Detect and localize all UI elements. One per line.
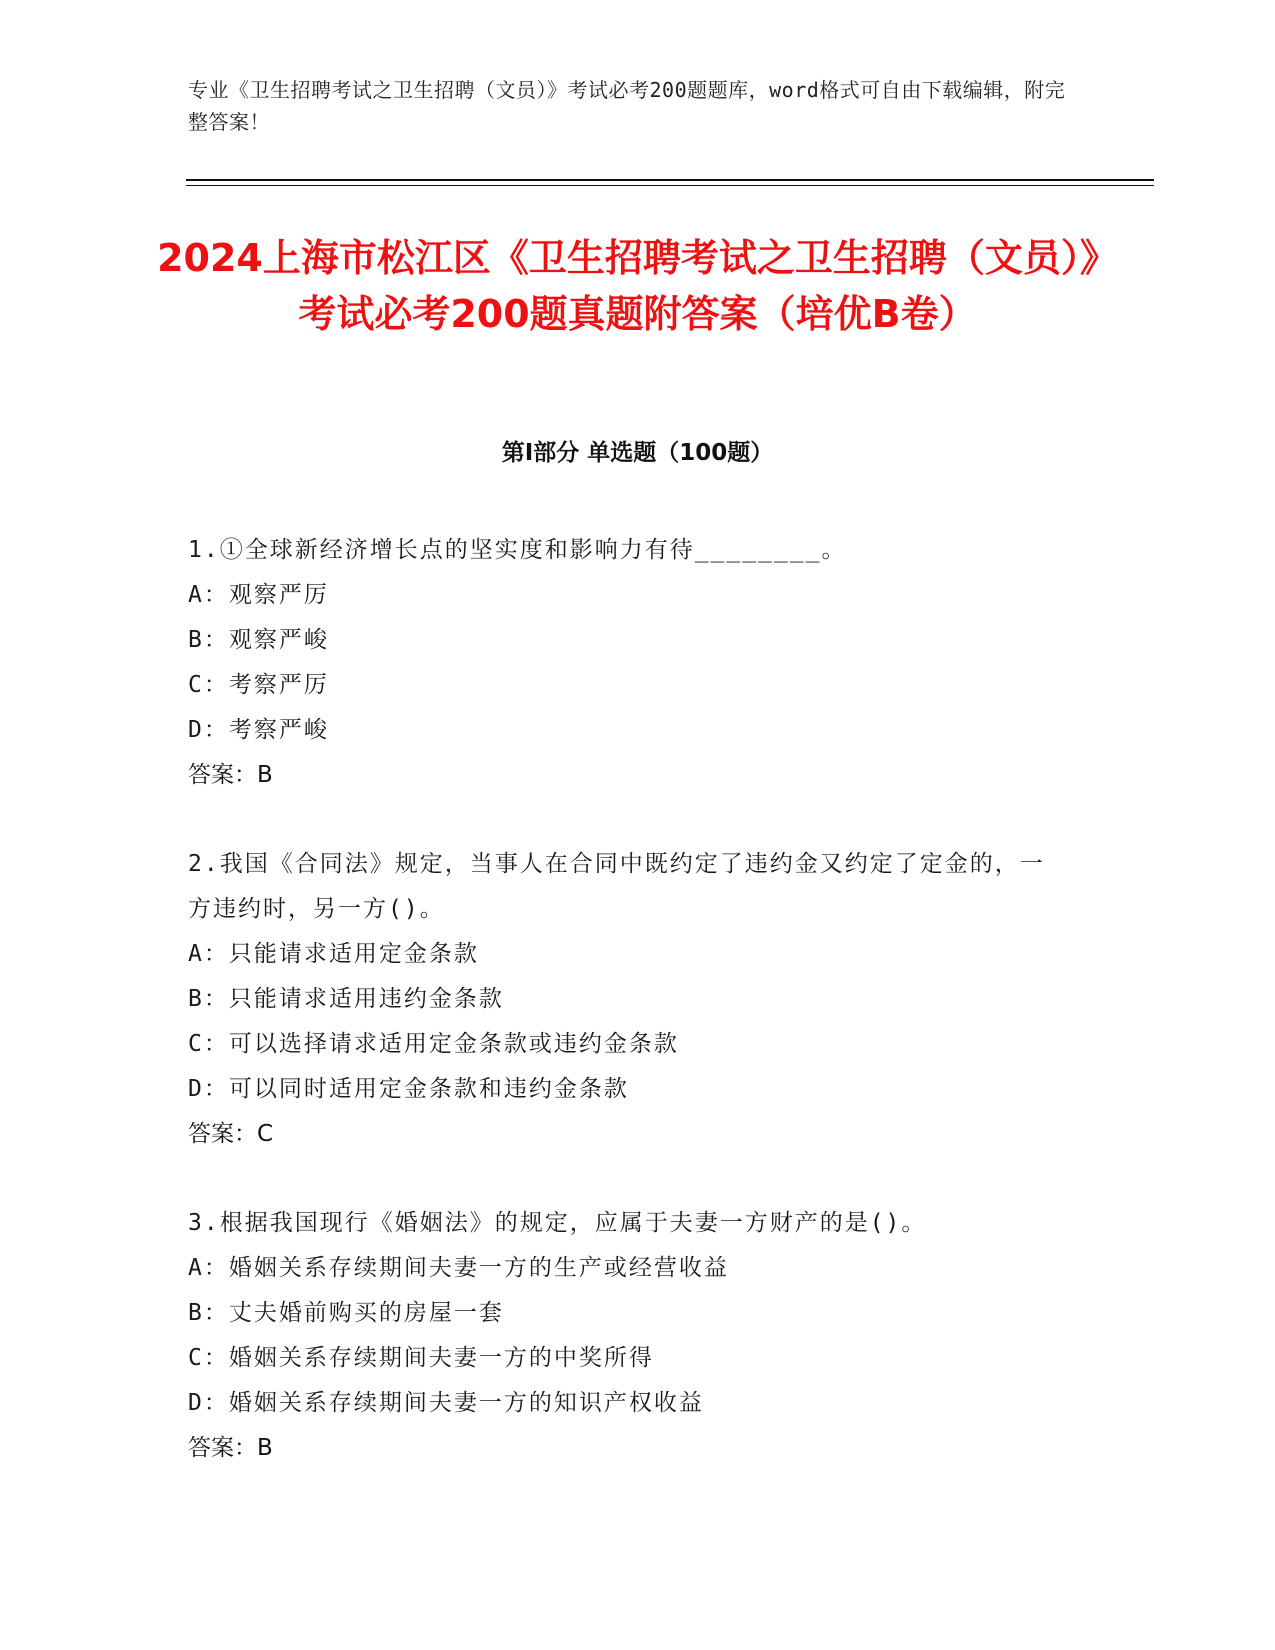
option-d: D：考察严峻 xyxy=(188,717,329,743)
question-item xyxy=(188,528,1068,798)
option-a: A：只能请求适用定金条款 xyxy=(188,941,479,967)
option-c: C：可以选择请求适用定金条款或违约金条款 xyxy=(188,1031,679,1057)
option-b: B：观察严峻 xyxy=(188,627,329,653)
question-stem: 2.我国《合同法》规定，当事人在合同中既约定了违约金又约定了定金的，一方违约时，另一方()。 xyxy=(188,851,1045,922)
option-d: D：可以同时适用定金条款和违约金条款 xyxy=(188,1076,629,1102)
question-item xyxy=(188,1201,1068,1471)
question-stem: 1.①全球新经济增长点的坚实度和影响力有待________。 xyxy=(188,537,847,563)
document-title: 2024上海市松江区《卫生招聘考试之卫生招聘（文员）》考试必考200题真题附答案（培优B卷） xyxy=(157,236,1118,336)
option-a: A：观察严厉 xyxy=(188,582,329,608)
header-divider-thin xyxy=(186,185,1154,186)
header-divider-thick xyxy=(186,179,1154,181)
answer-line: 答案：C xyxy=(188,1121,274,1147)
option-c: C：考察严厉 xyxy=(188,672,329,698)
option-b: B：只能请求适用违约金条款 xyxy=(188,986,504,1012)
answer-line: 答案：B xyxy=(188,762,273,788)
section-heading: 第Ⅰ部分 单选题（100题） xyxy=(501,440,774,466)
question-stem: 3.根据我国现行《婚姻法》的规定，应属于夫妻一方财产的是()。 xyxy=(188,1210,927,1236)
option-d: D：婚姻关系存续期间夫妻一方的知识产权收益 xyxy=(188,1390,704,1416)
option-b: B：丈夫婚前购买的房屋一套 xyxy=(188,1300,504,1326)
header-note: 专业《卫生招聘考试之卫生招聘（文员）》考试必考200题题库，word格式可自由下载编辑，附完整答案！ xyxy=(188,78,1066,134)
question-item xyxy=(188,842,1068,1157)
answer-line: 答案：B xyxy=(188,1435,273,1461)
question-list xyxy=(188,528,1068,1515)
option-c: C：婚姻关系存续期间夫妻一方的中奖所得 xyxy=(188,1345,654,1371)
option-a: A：婚姻关系存续期间夫妻一方的生产或经营收益 xyxy=(188,1255,729,1281)
